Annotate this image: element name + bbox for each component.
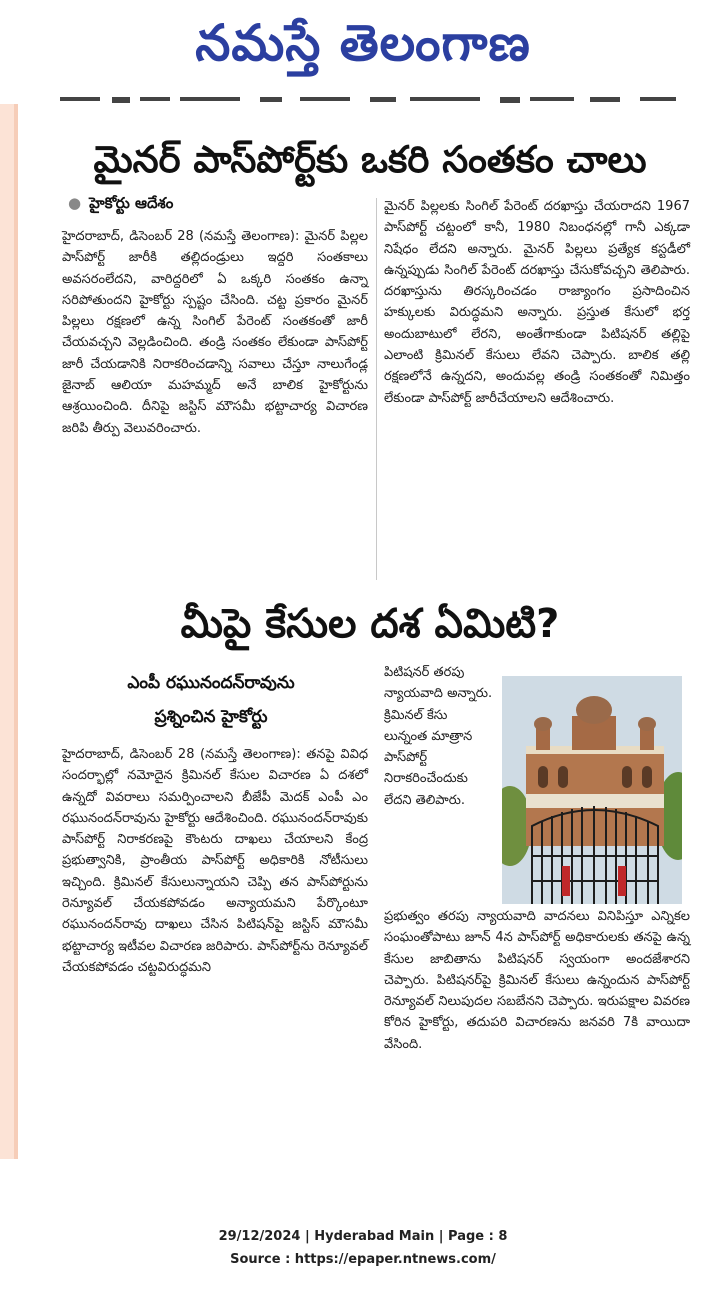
- article1-headline: మైనర్ పాస్‌పోర్ట్‌కు ఒకరి సంతకం చాలు: [93, 138, 647, 181]
- clipping-edge-shadow: [14, 104, 18, 1159]
- article2-deck: [62, 666, 360, 734]
- bullet-icon: ●: [68, 194, 82, 212]
- masthead-logo: నమస్తే తెలంగాణ: [195, 14, 531, 72]
- article2-deck-line1: ఎంపీ రఘునందన్‌రావును: [127, 673, 295, 693]
- article2-headline: మీపై కేసుల దశ ఏమిటి?: [180, 601, 560, 647]
- high-court-illustration: [502, 676, 682, 904]
- masthead: [0, 6, 726, 80]
- article2-deck-line2: ప్రశ్నించిన హైకోర్టు: [154, 707, 268, 727]
- article2-body-bottom: ప్రభుత్వం తరపు న్యాయవాది వాదనలు వినిపిస్తూ ఎన్నికల సంఘంతోపాటు జూన్ 4న పాస్‌పోర్ట్ అధికారులకు తనపై ఉన్న కేసుల జాబితాను పిటిషనర్ స్వయంగా అందజేశారని చెప్పారు. పిటిషనర్‌పై క్రిమినల్ కేసులు ఉన్నందున పాస్‌పోర్ట్ రెన్యూవల్ నిలుపుదల సబబేనని చెప్పారు. ఇరుపక్షాల వివరణ కోరిన హైకోర్టు, తదుపరి విచారణను జనవరి 7కి వాయిదా వేసింది.: [384, 909, 690, 1052]
- cut-line-remnant: [60, 94, 680, 106]
- high-court-photo: [502, 676, 682, 904]
- article1-body-right: మైనర్ పిల్లలకు సింగిల్ పేరెంట్ దరఖాస్తు చేయరాదని 1967 పాస్‌పోర్ట్ చట్టంలో కానీ, 1980 నిబంధనల్లో గానీ ఎక్కడా నిషేధం లేదని అన్నారు. మైనర్ పిల్లలు ప్రత్యేక కస్టడీలో ఉన్నప్పుడు సింగిల్ పేరెంట్ దరఖాస్తు చేసుకోవచ్చని తెలిపారు. దరఖాస్తును తిరస్కరించడం రాజ్యాంగం ప్రసాదించిన హక్కులకు విరుద్ధమని అన్నారు. ప్రస్తుత కేసులో భర్త అందుబాటులో లేరని, అంతేగాకుండా పిటిషనర్ తల్లిపై ఎలాంటి క్రిమినల్ కేసులు లేవని చెప్పారు. బాలిక తల్లి రక్షణలోనే ఉన్నదని, అందువల్ల తండ్రి సంతకంతో నిమిత్తం లేకుండా పాస్‌పోర్ట్ జారీచేయాలని ఆదేశించారు.: [384, 199, 690, 406]
- article2-body-wrap: పిటిషనర్ తరపు న్యాయవాది అన్నారు. క్రిమినల్ కేసు లున్నంత మాత్రాన పాస్‌పోర్ట్ నిరాకరించేందుకు లేదని తెలిపారు.: [384, 665, 493, 808]
- clipping-edge: [0, 104, 14, 1159]
- footer-date-edition: 29/12/2024 | Hyderabad Main | Page : 8: [218, 1229, 508, 1244]
- footer-source: Source : https://epaper.ntnews.com/: [230, 1252, 496, 1267]
- article1-subhead-text: హైకోర్టు ఆదేశం: [89, 194, 174, 212]
- article2-body-left: హైదరాబాద్, డిసెంబర్ 28 (నమస్తే తెలంగాణ): తనపై వివిధ సందర్భాల్లో నమోదైన క్రిమినల్ కేసుల విచారణ ఏ దశలో ఉన్నదో వివరాలు సమర్పించాలని బీజేపీ మెదక్ ఎంపీ ఎం రఘునందన్‌రావును హైకోర్టు ఆదేశించింది. రఘునందన్‌రావుకు పాస్‌పోర్ట్ నిరాకరణపై కౌంటరు దాఖలు చేయాలని కేంద్ర ప్రభుత్వానికి, ప్రాంతీయ పాస్‌పోర్ట్ అధికారికి నోటీసులు ఇచ్చింది. క్రిమినల్ కేసులున్నాయని చెప్పి తన పాస్‌పోర్టును రెన్యూవల్ చేయకపోవడం అన్యాయమని పేర్కొంటూ రఘునందన్‌రావు దాఖలు చేసిన పిటిషన్‌పై జస్టిస్ మౌసమీ భట్టాచార్య ఇటీవల విచారణ జరిపారు. పాస్‌పోర్ట్‌ను రెన్యూవల్ చేయకపోవడం చట్టవిరుద్ధమని: [62, 747, 368, 975]
- article1-body-left: హైదరాబాద్, డిసెంబర్ 28 (నమస్తే తెలంగాణ): మైనర్ పిల్లల పాస్‌పోర్ట్ జారీకి తల్లిదండ్రులు ఇద్దరి సంతకాలు అవసరంలేదని, వారిద్దరిలో ఏ ఒక్కరి సంతకం ఉన్నా సరిపోతుందని హైకోర్టు స్పష్టం చేసింది. చట్ట ప్రకారం మైనర్ పిల్లలు రక్షణలో ఉన్న సింగిల్ పేరెంట్ సంతకంతో జారీ చేయవచ్చని వెల్లడించింది. తండ్రి సంతకం లేకుండా పాస్‌పోర్ట్ జారీ చేయడానికి నిరాకరించడాన్ని సవాలు చేస్తూ నాలుగేండ్ల జైనాబ్ ఆలియా మహమ్మద్ అనే బాలిక హైకోర్టును ఆశ్రయించింది. దీనిపై జస్టిస్ మౌసమీ భట్టాచార్య విచారణ జరిపి తీర్పు వెలువరించారు.: [62, 229, 368, 436]
- article1-subhead: [68, 192, 173, 214]
- column-divider: [376, 198, 377, 580]
